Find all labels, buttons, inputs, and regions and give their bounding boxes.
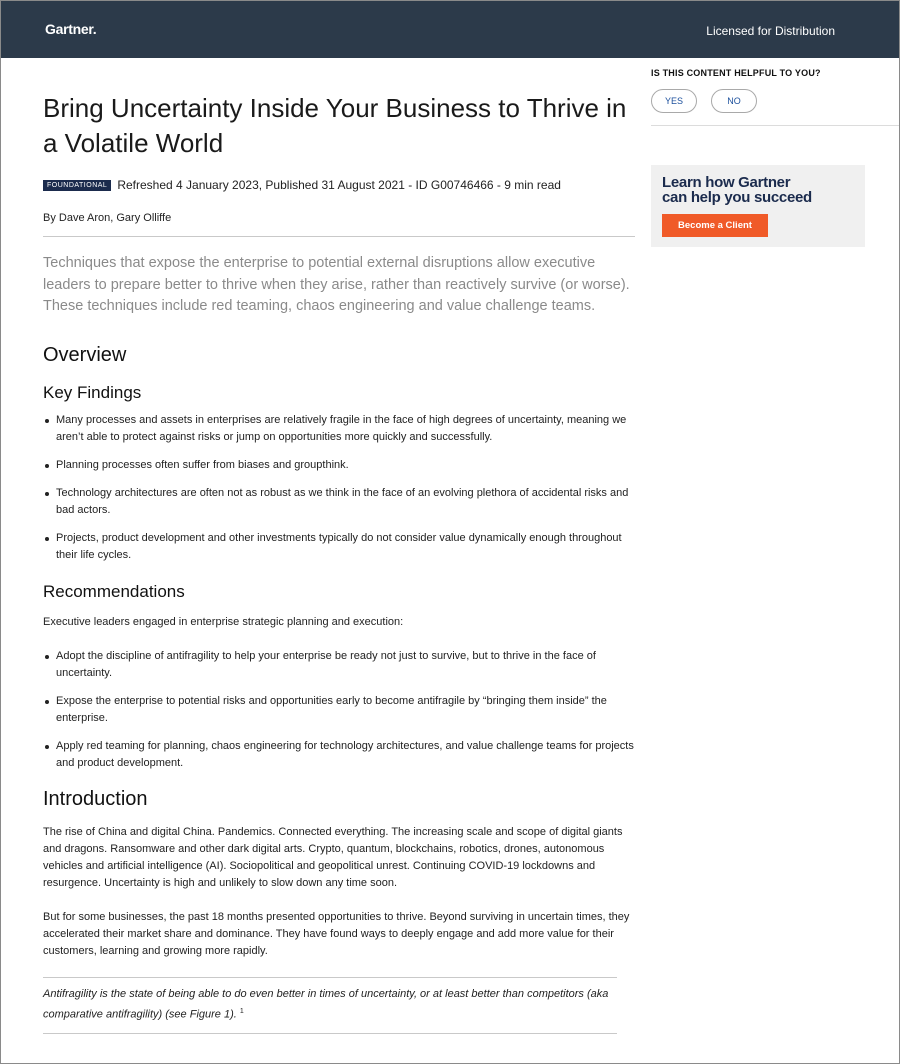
list-item: Expose the enterprise to potential risks and opportunities early to become antifragile by “bringing them inside” the enterprise. [43, 693, 635, 727]
list-item: Planning processes often suffer from biases and groupthink. [43, 457, 635, 474]
callout-text: Antifragility is the state of being able to do even better in times of uncertainty, or at least better than competitors (aka comparative antifragility) (see Figure 1). [43, 987, 609, 1021]
key-findings-heading: Key Findings [43, 382, 142, 402]
overview-heading: Overview [43, 343, 127, 366]
intro-paragraph-1: The rise of China and digital China. Pandemics. Connected everything. The increasing scale and scope of digital giants and dragons. Ransomware and other dark digital arts. Crypto, quantum, blockchains, robotics, drones, autonomous vehicles and artificial intelligence (AI). Sociopolitical and geopolitical unrest. Continuing COVID-19 lockdowns and resurgence. Uncertainty is high and unlikely to slow down any time soon. [43, 825, 623, 889]
become-client-button[interactable]: Become a Client [662, 214, 768, 237]
introduction-heading: Introduction [43, 787, 148, 810]
promo-line-2: can help you succeed [662, 189, 812, 206]
yes-button[interactable]: YES [651, 89, 697, 113]
article-main [43, 58, 635, 1034]
recommendations-heading: Recommendations [43, 581, 185, 601]
key-findings-list [43, 412, 635, 564]
recommendations-list [43, 648, 635, 772]
footnote-ref[interactable]: 1 [239, 1007, 244, 1015]
intro-paragraph-2: But for some businesses, the past 18 months presented opportunities to thrive. Beyond surviving in uncertain times, they accelerated their market share and dominance. They have found ways to deeply engage and add more value for their customers, learning and growing more rapidly. [43, 910, 630, 957]
list-item: Adopt the discipline of antifragility to help your enterprise be ready not just to survive, but to thrive in the face of uncertainty. [43, 648, 635, 682]
list-item: Technology architectures are often not as robust as we think in the face of an evolving plethora of accidental risks and bad actors. [43, 485, 635, 519]
recommendations-intro: Executive leaders engaged in enterprise strategic planning and execution: [43, 615, 404, 628]
sidebar [651, 58, 900, 247]
gartner-logo[interactable]: Gartner. [45, 21, 97, 37]
article-title: Bring Uncertainty Inside Your Business to Thrive in a Volatile World [43, 93, 627, 158]
article-summary: Techniques that expose the enterprise to potential external disruptions allow executive leaders to prepare better to thrive when they arise, rather than reactively survive (or worse). These techniques include red teaming, chaos engineering and value challenge teams. [43, 255, 630, 314]
list-item: Apply red teaming for planning, chaos engineering for technology architectures, and value challenge teams for projects and product development. [43, 738, 635, 772]
helpful-question: IS THIS CONTENT HELPFUL TO YOU? [651, 68, 821, 78]
meta-text: Refreshed 4 January 2023, Published 31 August 2021 - ID G00746466 - 9 min read [117, 178, 561, 192]
foundational-badge: FOUNDATIONAL [43, 180, 111, 191]
promo-line-1: Learn how Gartner [662, 174, 791, 191]
helpful-buttons [651, 89, 900, 126]
no-button[interactable]: NO [711, 89, 757, 113]
license-label: Licensed for Distribution [706, 24, 835, 38]
article-meta [43, 178, 635, 192]
antifragility-callout [43, 977, 617, 1035]
top-header-bar [1, 1, 900, 58]
article-authors: By Dave Aron, Gary Olliffe [43, 212, 635, 237]
list-item: Many processes and assets in enterprises are relatively fragile in the face of high degrees of uncertainty, meaning we aren’t able to protect against risks or jump on opportunities more quickly and successfully. [43, 412, 635, 446]
list-item: Projects, product development and other investments typically do not consider value dynamically enough throughout their life cycles. [43, 530, 635, 564]
client-promo [651, 165, 865, 247]
